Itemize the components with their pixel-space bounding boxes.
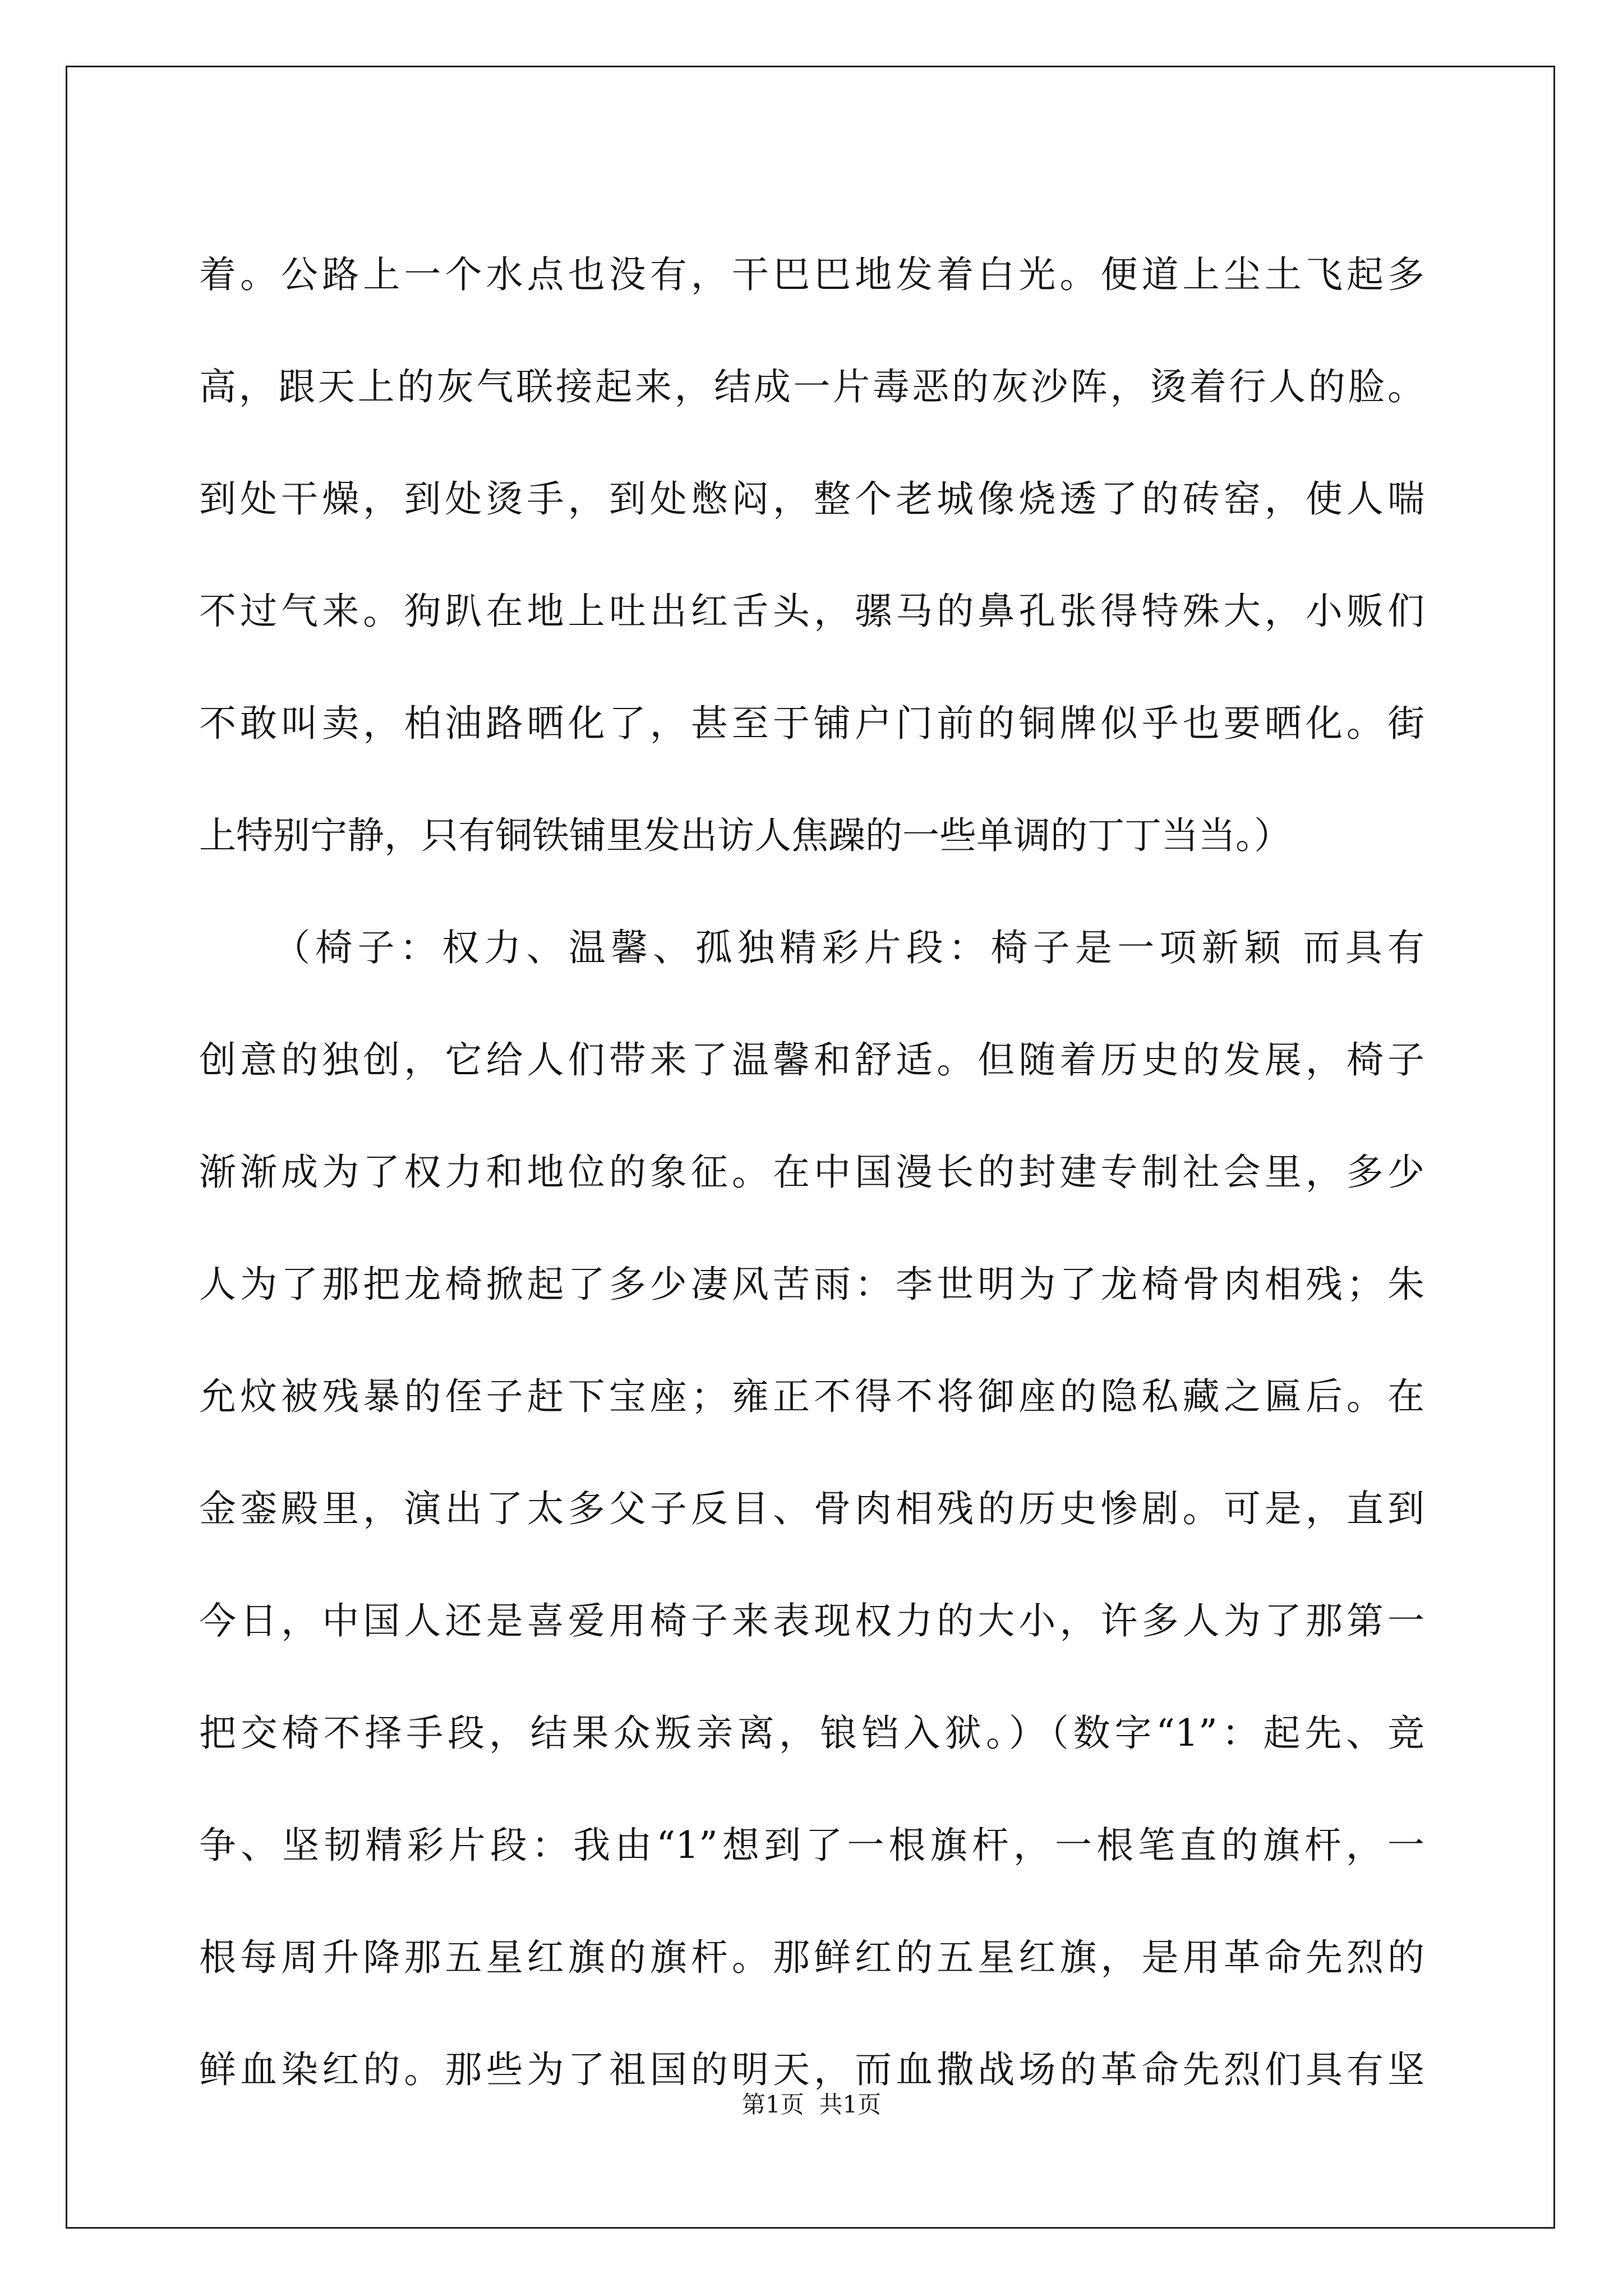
text-line: 今日，中国人还是喜爱用椅子来表现权力的大小，许多人为了那第一 bbox=[199, 1599, 1424, 1642]
text-line: 到处干燥，到处烫手，到处憋闷，整个老城像烧透了的砖窑，使人喘 bbox=[199, 477, 1424, 521]
text-line: 根每周升降那五星红旗的旗杆。那鲜红的五星红旗，是用革命先烈的 bbox=[199, 1936, 1424, 1979]
text-line: 着。公路上一个水点也没有，干巴巴地发着白光。便道上尘土飞起多 bbox=[199, 253, 1424, 296]
text-line: 不敢叫卖，柏油路晒化了，甚至于铺户门前的铜牌似乎也要晒化。街 bbox=[199, 702, 1424, 745]
paragraph-first-line: （椅子：权力、温馨、孤独精彩片段：椅子是一项新颖 而具有 bbox=[273, 926, 1424, 969]
text-line: 不过气来。狗趴在地上吐出红舌头，骡马的鼻孔张得特殊大，小贩们 bbox=[199, 590, 1424, 633]
text-line: 人为了那把龙椅掀起了多少凄风苦雨：李世明为了龙椅骨肉相残；朱 bbox=[199, 1263, 1424, 1306]
text-line: 高，跟天上的灰气联接起来，结成一片毒恶的灰沙阵，烫着行人的脸。 bbox=[199, 365, 1424, 408]
document-body bbox=[199, 219, 1424, 2126]
text-line: 把交椅不择手段，结果众叛亲离，锒铛入狱。）（数字“1”：起先、竞 bbox=[199, 1711, 1424, 1755]
text-line: 金銮殿里，演出了太多父子反目、骨肉相残的历史惨剧。可是，直到 bbox=[199, 1487, 1424, 1530]
text-line: 允炆被残暴的侄子赶下宝座；雍正不得不将御座的隐私藏之匾后。在 bbox=[199, 1375, 1424, 1418]
text-line: 争、坚韧精彩片段：我由“1”想到了一根旗杆，一根笔直的旗杆，一 bbox=[199, 1824, 1424, 1867]
text-line: 创意的独创，它给人们带来了温馨和舒适。但随着历史的发展，椅子 bbox=[199, 1038, 1424, 1082]
text-line: 上特别宁静，只有铜铁铺里发出访人焦躁的一些单调的丁丁当当。） bbox=[199, 814, 1291, 857]
page-number-footer: 第1页 共1页 bbox=[741, 2091, 882, 2118]
text-line: 鲜血染红的。那些为了祖国的明天，而血撒战场的革命先烈们具有坚 bbox=[199, 2048, 1424, 2091]
text-line: 渐渐成为了权力和地位的象征。在中国漫长的封建专制社会里，多少 bbox=[199, 1151, 1424, 1194]
